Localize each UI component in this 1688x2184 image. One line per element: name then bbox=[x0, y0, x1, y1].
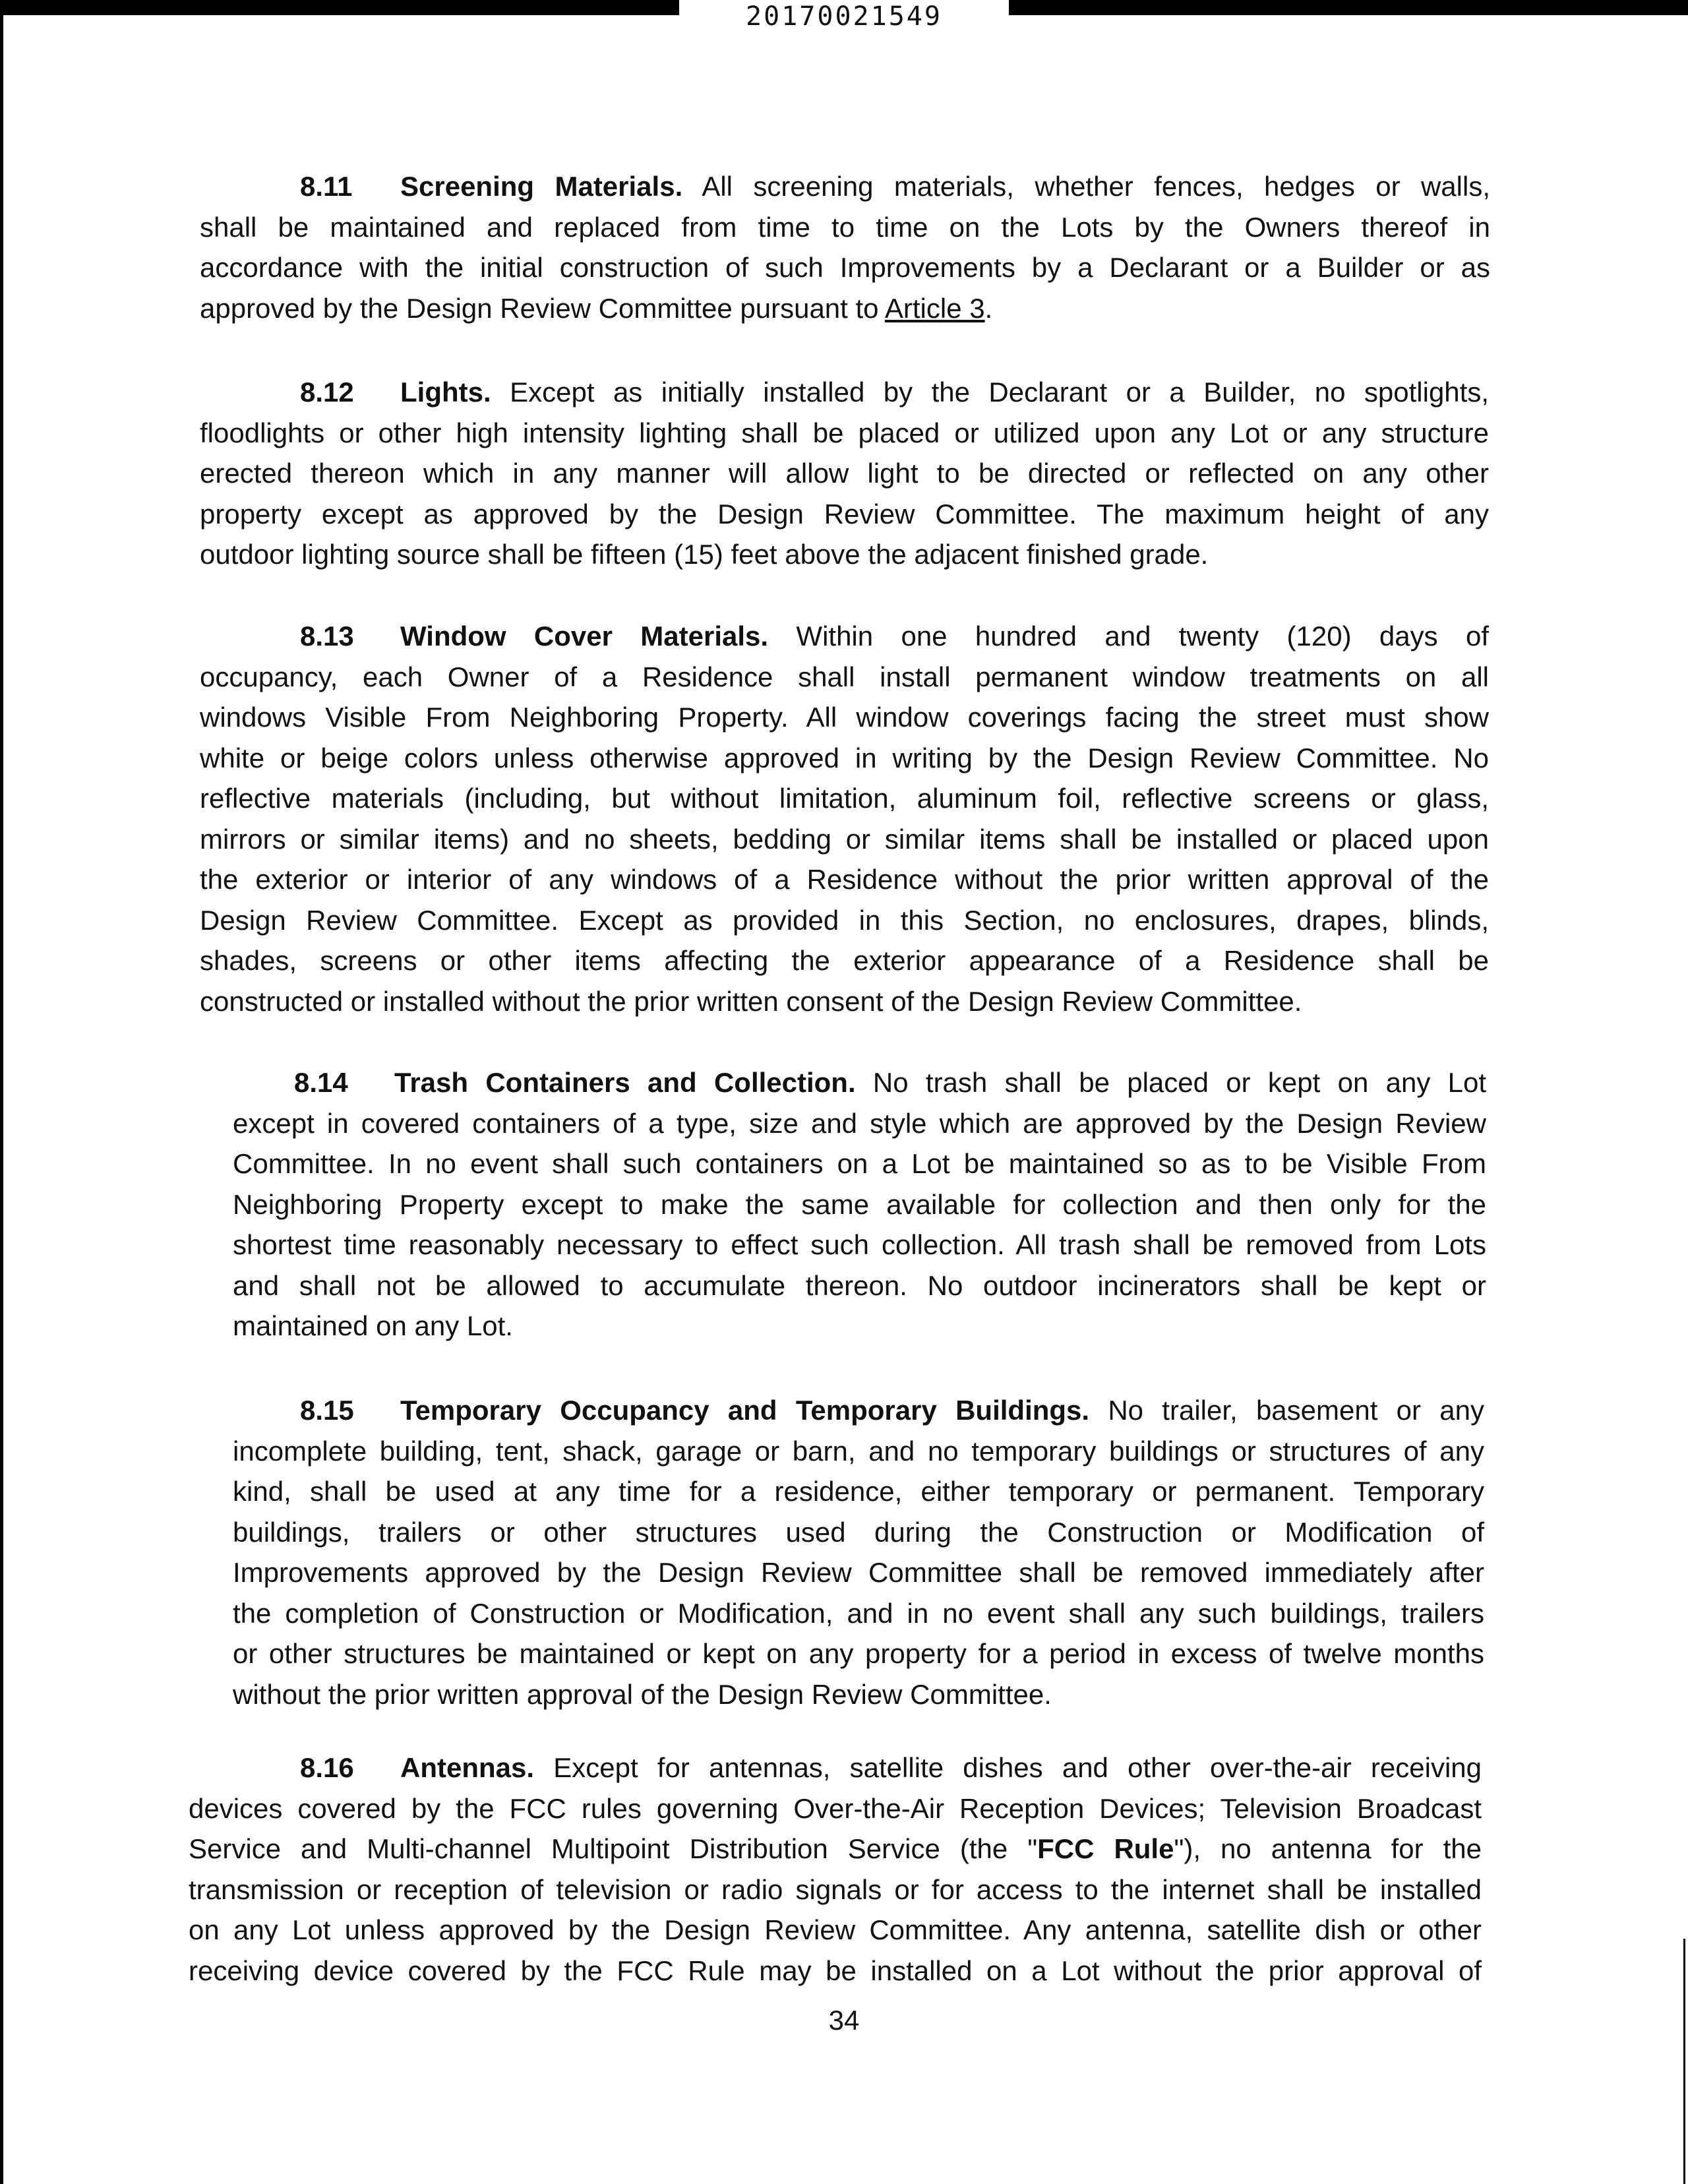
text-line bbox=[189, 1788, 1482, 1829]
text-line bbox=[189, 1869, 1482, 1910]
text-run: Service and Multi-channel Multipoint Distribution Service (the " bbox=[189, 1833, 1038, 1864]
article-reference: Article 3 bbox=[884, 292, 985, 324]
text-run: except in covered containers of a type, size and style which are approved by the Design Review bbox=[233, 1107, 1486, 1139]
text-run: shortest time reasonably necessary to effect such collection. All trash shall be removed from Lots bbox=[233, 1229, 1486, 1260]
section-number: 8.13 bbox=[300, 621, 354, 652]
text-line bbox=[200, 247, 1490, 288]
text-line bbox=[189, 1829, 1482, 1869]
text-line bbox=[200, 288, 1490, 329]
text-line bbox=[233, 1512, 1484, 1553]
section-8-15 bbox=[233, 1390, 1484, 1714]
scan-right-edge bbox=[1683, 1939, 1685, 2184]
text-line bbox=[189, 1910, 1482, 1951]
text-line bbox=[233, 1431, 1484, 1472]
text-line bbox=[233, 1265, 1486, 1306]
text-run: Except for antennas, satellite dishes and other over-the-air receiving bbox=[534, 1752, 1482, 1783]
text-run: the completion of Construction or Modification, and in no event shall any such buildings, trailers bbox=[233, 1597, 1484, 1629]
scan-header-bar-left bbox=[0, 0, 679, 15]
text-run: Committee. In no event shall such containers on a Lot be maintained so as to be Visible From bbox=[233, 1148, 1486, 1179]
scan-left-edge bbox=[0, 0, 3, 2184]
text-run: kind, shall be used at any time for a residence, either temporary or permanent. Temporary bbox=[233, 1476, 1484, 1507]
text-line bbox=[200, 372, 1489, 413]
section-number: 8.14 bbox=[294, 1067, 348, 1098]
text-line bbox=[189, 1951, 1482, 1991]
text-run: and shall not be allowed to accumulate thereon. No outdoor incinerators shall be kept or bbox=[233, 1269, 1486, 1301]
section-title: Trash Containers and Collection. bbox=[394, 1067, 856, 1098]
section-8-13 bbox=[200, 616, 1489, 1021]
text-line bbox=[200, 657, 1489, 698]
text-run: receiving device covered by the FCC Rule may be installed on a Lot without the prior approval of bbox=[189, 1955, 1482, 1986]
text-line bbox=[233, 1674, 1484, 1715]
text-run: . bbox=[984, 292, 993, 324]
text-run: without the prior written approval of the Design Review Committee. bbox=[233, 1678, 1052, 1710]
text-line bbox=[200, 166, 1490, 207]
text-line bbox=[233, 1593, 1484, 1634]
text-run: property except as approved by the Design Review Committee. The maximum height of any bbox=[200, 498, 1489, 530]
text-run: constructed or installed without the prior written consent of the Design Review Committee. bbox=[200, 985, 1302, 1017]
section-title: Window Cover Materials. bbox=[400, 621, 769, 652]
section-title: Lights. bbox=[400, 377, 491, 408]
text-run: floodlights or other high intensity lighting shall be placed or utilized upon any Lot or any structure bbox=[200, 417, 1489, 448]
text-line bbox=[233, 1103, 1486, 1144]
defined-term: FCC Rule bbox=[1037, 1833, 1174, 1864]
text-run: "), no antenna for the bbox=[1174, 1833, 1482, 1864]
text-line bbox=[233, 1225, 1486, 1265]
section-8-11 bbox=[200, 166, 1490, 328]
recording-number: 20170021549 bbox=[746, 1, 942, 32]
section-8-14 bbox=[233, 1062, 1486, 1347]
text-run: accordance with the initial construction of such Improvements by a Declarant or a Builder or as bbox=[200, 252, 1490, 283]
section-number: 8.12 bbox=[300, 377, 354, 408]
text-run: occupancy, each Owner of a Residence shall install permanent window treatments on all bbox=[200, 661, 1489, 692]
text-line bbox=[233, 1552, 1484, 1593]
text-run: shall be maintained and replaced from time to time on the Lots by the Owners thereof in bbox=[200, 211, 1490, 243]
text-line bbox=[200, 413, 1489, 454]
text-run: Neighboring Property except to make the same available for collection and then only for the bbox=[233, 1188, 1486, 1220]
text-line bbox=[200, 819, 1489, 860]
text-run: on any Lot unless approved by the Design Review Committee. Any antenna, satellite dish or other bbox=[189, 1914, 1482, 1945]
text-line bbox=[233, 1306, 1486, 1347]
text-run: transmission or reception of television or radio signals or for access to the internet shall be installed bbox=[189, 1873, 1482, 1905]
text-run: mirrors or similar items) and no sheets, bedding or similar items shall be installed or placed upon bbox=[200, 823, 1489, 855]
section-title: Antennas. bbox=[400, 1752, 535, 1783]
text-run: approved by the Design Review Committee pursuant to bbox=[200, 292, 885, 324]
text-line bbox=[233, 1471, 1484, 1512]
text-run: devices covered by the FCC rules governing Over-the-Air Reception Devices; Television Broadcast bbox=[189, 1792, 1482, 1824]
text-line bbox=[233, 1143, 1486, 1184]
text-line bbox=[200, 534, 1489, 575]
text-run: reflective materials (including, but without limitation, aluminum foil, reflective screens or glass, bbox=[200, 783, 1489, 814]
scan-header-bar-right bbox=[1009, 0, 1688, 15]
text-run: or other structures be maintained or kept on any property for a period in excess of twelve months bbox=[233, 1638, 1484, 1669]
text-line bbox=[200, 859, 1489, 900]
text-line bbox=[189, 1747, 1482, 1788]
text-run: Improvements approved by the Design Review Committee shall be removed immediately after bbox=[233, 1557, 1484, 1588]
text-line bbox=[200, 494, 1489, 535]
section-number: 8.11 bbox=[300, 171, 353, 202]
text-run: the exterior or interior of any windows of a Residence without the prior written approval of the bbox=[200, 864, 1489, 895]
page-number: 34 bbox=[828, 2005, 860, 2036]
text-run: erected thereon which in any manner will allow light to be directed or reflected on any other bbox=[200, 458, 1489, 489]
text-line bbox=[200, 616, 1489, 657]
section-number: 8.16 bbox=[300, 1752, 354, 1783]
text-run: white or beige colors unless otherwise approved in writing by the Design Review Committee. No bbox=[200, 742, 1489, 774]
section-8-12 bbox=[200, 372, 1489, 575]
section-title: Screening Materials. bbox=[400, 171, 683, 202]
text-line bbox=[200, 778, 1489, 819]
text-line bbox=[200, 207, 1490, 248]
text-line bbox=[200, 940, 1489, 981]
text-line bbox=[200, 453, 1489, 494]
text-run: No trailer, basement or any bbox=[1089, 1395, 1484, 1426]
text-run: outdoor lighting source shall be fifteen (15) feet above the adjacent finished grade. bbox=[200, 539, 1209, 570]
text-line bbox=[233, 1184, 1486, 1225]
text-run: All screening materials, whether fences, hedges or walls, bbox=[682, 171, 1490, 202]
text-line bbox=[200, 981, 1489, 1022]
text-line bbox=[233, 1633, 1484, 1674]
section-title: Temporary Occupancy and Temporary Buildings. bbox=[400, 1395, 1090, 1426]
text-line bbox=[200, 900, 1489, 941]
text-run: maintained on any Lot. bbox=[233, 1310, 513, 1341]
text-run: Within one hundred and twenty (120) days of bbox=[768, 621, 1489, 652]
text-line bbox=[233, 1062, 1486, 1103]
text-line bbox=[200, 738, 1489, 779]
text-run: buildings, trailers or other structures used during the Construction or Modification of bbox=[233, 1516, 1484, 1548]
section-8-16 bbox=[189, 1747, 1482, 1991]
text-run: Design Review Committee. Except as provided in this Section, no enclosures, drapes, blinds, bbox=[200, 904, 1489, 936]
section-number: 8.15 bbox=[300, 1395, 354, 1426]
text-run: incomplete building, tent, shack, garage or barn, and no temporary buildings or structures of any bbox=[233, 1435, 1484, 1467]
text-line bbox=[233, 1390, 1484, 1431]
text-run: Except as initially installed by the Declarant or a Builder, no spotlights, bbox=[491, 377, 1489, 408]
text-run: No trash shall be placed or kept on any Lot bbox=[855, 1067, 1486, 1098]
text-run: windows Visible From Neighboring Property. All window coverings facing the street must show bbox=[200, 702, 1489, 733]
text-line bbox=[200, 697, 1489, 738]
text-run: shades, screens or other items affecting the exterior appearance of a Residence shall be bbox=[200, 945, 1489, 976]
